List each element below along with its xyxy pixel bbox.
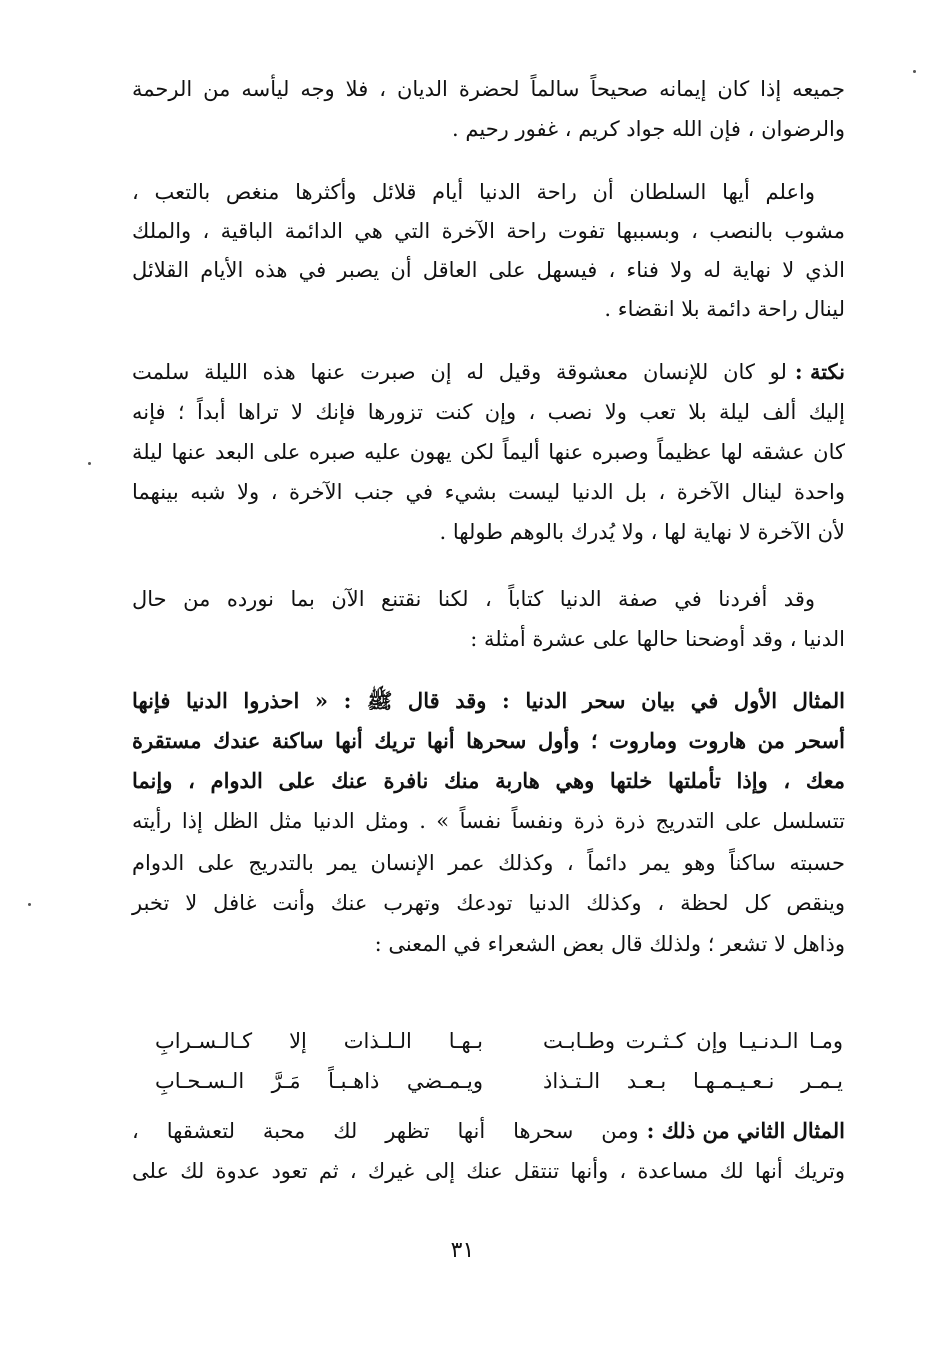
- page-number: ٣١: [450, 1238, 475, 1263]
- example-1-line-1: المثال الأول في بيان سحر الدنيا : وقد قال ﷺ : « احذروا الدنيا فإنها: [132, 688, 845, 713]
- paragraph-3-line-5: لأن الآخرة لا نهاية لها ، ولا يُدرك بالوهم طولها .: [439, 520, 845, 544]
- poem-verse-1-first-hemistich: ومـا الـدنـيـا وإن كـثـرت وطـابـت: [543, 1029, 843, 1053]
- example-2-line-1-text: ومن سحرها أنها تظهر لك محبة لتعشقها ،: [132, 1119, 639, 1143]
- example-2-line-1: [132, 1116, 845, 1146]
- paragraph-3-line-4: واحدة لينال الآخرة ، بل الدنيا ليست بشيء في جنب الآخرة ، ولا شبه بينهما: [132, 480, 845, 504]
- paragraph-3-line-2: إليك ألف ليلة بلا تعب ولا نصب ، وإن كنت تزورها فإنك لا تراها أبداً ؛ فإنه: [132, 400, 845, 424]
- poem-verse-2-second-hemistich: ويـمـضي ذاهـبـاً مَـرَّ الـسـحـابِ: [155, 1069, 483, 1093]
- poem-verse-1-second-hemistich: بـهـا الـلـذات إلا كـالـسـرابِ: [155, 1029, 483, 1053]
- example-1-line-7: وذاهل لا تشعر ؛ ولذلك قال بعض الشعراء في المعنى :: [374, 932, 845, 956]
- paragraph-3-line-3: كان عشقه لها عظيماً وصبره عنها أليماً لكن يهون عليه صبره على البعد عنها ليلة: [132, 440, 845, 464]
- paragraph-2-line-4: لينال راحة دائمة بلا انقضاء .: [604, 297, 845, 321]
- paragraph-1-line-1: جميعه إذا كان إيمانه صحيحاً سالماً لحضرة الديان ، فلا وجه ليأسه من الرحمة: [132, 77, 845, 101]
- paragraph-3-line-1: [132, 357, 845, 387]
- example-2-label: المثال الثاني من ذلك :: [646, 1118, 845, 1143]
- paragraph-2-line-2: مشوب بالنصب ، وبسببها تفوت راحة الآخرة التي هي الدائمة الباقية ، والملك: [132, 219, 845, 243]
- scan-speck: [88, 462, 91, 465]
- paragraph-4-line-2: الدنيا ، وقد أوضحنا حالها على عشرة أمثلة :: [470, 627, 845, 651]
- paragraph-4-line-1: وقد أفردنا في صفة الدنيا كتاباً ، لكنا نقتنع الآن بما نورده من حال: [132, 587, 815, 611]
- example-2-line-2: وتريك أنها لك مساعدة ، وأنها تنتقل عنك إلى غيرك ، ثم تعود عدوة لك على: [132, 1159, 845, 1183]
- example-1-line-6: وينقص كل لحظة ، وكذلك الدنيا تودعك وتهرب عنك وأنت غافل لا تخبر: [132, 891, 845, 915]
- paragraph-3-line-1-text: لو كان للإنسان معشوقة وقيل له إن صبرت عنها هذه الليلة سلمت: [132, 360, 787, 384]
- example-1-line-3: معك ، وإذا تأملتها خلتها وهي هاربة منك نافرة عنك على الدوام ، وإنما: [132, 768, 845, 793]
- nukta-label: نكتة :: [794, 359, 845, 384]
- example-1-line-2: أسحر من هاروت وماروت ؛ وأول سحرها أنها تريك أنها ساكنة عندك مستقرة: [132, 728, 845, 753]
- paragraph-1-line-2: والرضوان ، فإن الله جواد كريم ، غفور رحيم .: [452, 117, 845, 141]
- example-1-line-4: تتسلسل على التدريج ذرة ذرة ونفساً نفساً » . ومثل الدنيا مثل الظل إذا رأيته: [132, 809, 845, 833]
- example-1-line-5: حسبته ساكناً وهو يمر دائماً ، وكذلك عمر الإنسان يمر بالتدريج على الدوام: [132, 851, 845, 875]
- scan-speck: [28, 903, 31, 906]
- paragraph-2-line-1: واعلم أيها السلطان أن راحة الدنيا أيام قلائل وأكثرها منغص بالتعب ،: [132, 180, 815, 204]
- poem-verse-2-first-hemistich: يـمـر نـعـيـمـهـا بـعـد الـتـذاذ: [543, 1069, 843, 1093]
- paragraph-2-line-3: الذي لا نهاية له ولا فناء ، فيسهل على العاقل أن يصبر في هذه الأيام القلائل: [132, 258, 845, 282]
- scan-speck: [913, 70, 916, 73]
